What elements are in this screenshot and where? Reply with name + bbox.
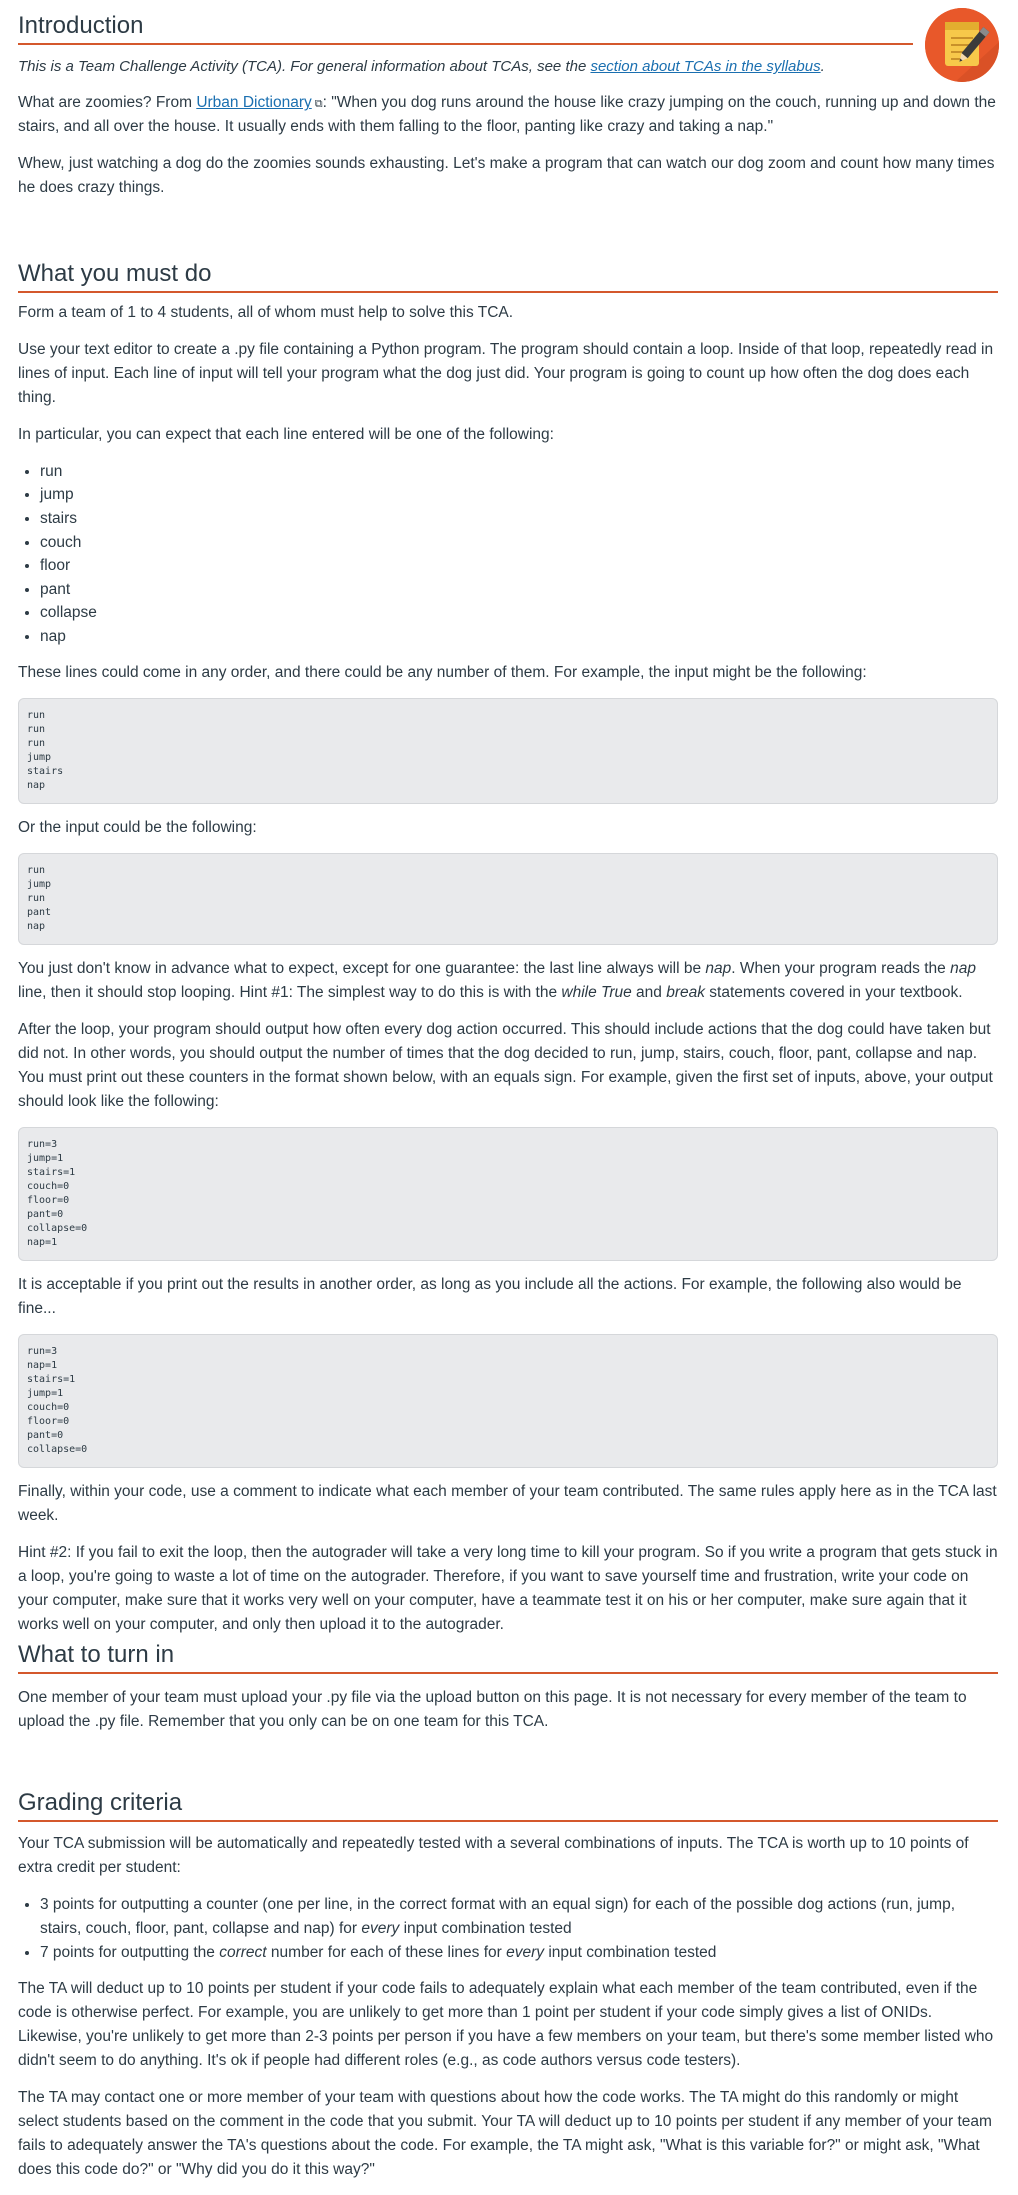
code-example-output-1: run=3 jump=1 stairs=1 couch=0 floor=0 pant=0 collapse=0 nap=1: [18, 1127, 998, 1261]
know-text-1: You just don't know in advance what to expect, except for one guarantee: the last line always will be: [18, 959, 706, 977]
hint2-paragraph: Hint #2: If you fail to exit the loop, then the autograder will take a very long time to kill your program. So if you write a program that gets stuck in a loop, you're going to waste a lot of time on the autograder. Therefore, if you want to save yourself time and frustration, write your code on your computer, make sure that it works very well on your computer, have a teammate test it on his or her computer, make sure again that it works well on your computer, and only then upload it to the autograder.: [18, 1543, 998, 1633]
know-text-5: statements covered in your textbook.: [705, 983, 963, 1001]
know-text-3: line, then it should stop looping. Hint #1: The simplest way to do this is with the: [18, 983, 562, 1001]
know-paragraph: [18, 957, 998, 1005]
grading-list: [18, 1893, 998, 1965]
know-nap-2: nap: [950, 959, 976, 977]
b2-correct: correct: [219, 1944, 267, 1962]
expect-paragraph: In particular, you can expect that each line entered will be one of the following:: [18, 425, 554, 443]
know-while-true: while True: [561, 983, 632, 1001]
team-paragraph: Form a team of 1 to 4 students, all of whom must help to solve this TCA.: [18, 303, 514, 321]
zoomies-quote: : "When you dog runs around the house like crazy jumping on the couch, running up and down the stairs, and all over the house. It usually ends with them falling to the floor, panting like crazy and taking a nap.": [18, 94, 996, 136]
acceptable-paragraph: It is acceptable if you print out the results in another order, as long as you include all the actions. For example, the following also would be fine...: [18, 1275, 962, 1317]
order-paragraph: These lines could come in any order, and there could be any number of them. For example, the input might be the following:: [18, 663, 867, 681]
know-text-2: . When your program reads the: [731, 959, 951, 977]
whew-paragraph: Whew, just watching a dog do the zoomies sounds exhausting. Let's make a program that can watch our dog zoom and count how many times he does crazy things.: [18, 155, 995, 197]
tca-note-end: .: [820, 58, 825, 76]
assignment-content: [18, 0, 998, 2195]
b1-every: every: [361, 1920, 400, 1938]
list-item: [40, 1941, 998, 1965]
b2-end: input combination tested: [544, 1944, 717, 1962]
tca-note: [18, 55, 998, 78]
grading-heading: Grading criteria: [18, 1787, 998, 1822]
b1-end: input combination tested: [399, 1920, 572, 1938]
zoomies-text: What are zoomies? From: [18, 94, 197, 112]
contact-paragraph: The TA may contact one or more member of your team with questions about how the code works. The TA might do this randomly or might select students based on the comment in the code that you submit. Your TA will deduct up to 10 points per student if any member of your team fails to adequately answer the TA's questions about the code. For example, the TA might ask, "What is this variable for?" or might ask, "What does this code do?" or "Why did you do it this way?": [18, 2089, 992, 2179]
must-do-heading: What you must do: [18, 258, 998, 293]
list-item: • pant: [40, 578, 998, 602]
b1-text: 3 points for outputting a counter (one per line, in the correct format with an equal sign) for each of the possible dog actions (run, jump, stairs, couch, floor, pant, collapse and nap) for: [40, 1896, 956, 1938]
or-paragraph: Or the input could be the following:: [18, 818, 257, 836]
code-example-input-1: run run run jump stairs nap: [18, 698, 998, 804]
turn-in-heading: What to turn in: [18, 1639, 998, 1674]
syllabus-link[interactable]: section about TCAs in the syllabus: [590, 58, 821, 76]
intro-section: [18, 10, 913, 45]
know-nap-1: nap: [705, 959, 732, 977]
list-item: • collapse: [40, 601, 998, 625]
after-loop-paragraph: After the loop, your program should output how often every dog action occurred. This should include actions that the dog could have taken but did not. In other words, you should output the number of times that the dog decided to run, jump, stairs, couch, floor, pant, collapse and nap. You must print out these counters in the format shown below, with an equals sign. For example, given the first set of inputs, above, your output should look like the following:: [18, 1020, 993, 1110]
list-item: • couch: [40, 531, 998, 555]
know-text-4: and: [631, 983, 667, 1001]
editor-paragraph: Use your text editor to create a .py file containing a Python program. The program should contain a loop. Inside of that loop, repeatedly read in lines of input. Each line of input will tell your program what the dog just did. Your program is going to count up how often the dog does each thing.: [18, 340, 994, 406]
code-example-input-2: run jump run pant nap: [18, 853, 998, 945]
list-item: • floor: [40, 554, 998, 578]
b2-text: 7 points for outputting the: [40, 1944, 220, 1962]
b2-every: every: [506, 1944, 545, 1962]
know-break: break: [666, 983, 705, 1001]
list-item: • stairs: [40, 507, 998, 531]
zoomies-paragraph: [18, 91, 998, 139]
dog-action-list: [18, 460, 998, 649]
intro-heading: Introduction: [18, 10, 913, 45]
grading-intro-paragraph: Your TCA submission will be automatically and repeatedly tested with a several combinations of inputs. The TCA is worth up to 10 points of extra credit per student:: [18, 1835, 969, 1877]
list-item: • jump: [40, 483, 998, 507]
list-item: • nap: [40, 625, 998, 649]
b2-mid: number for each of these lines for: [266, 1944, 507, 1962]
urban-dictionary-link[interactable]: Urban Dictionary: [196, 94, 312, 112]
code-example-output-2: run=3 nap=1 stairs=1 jump=1 couch=0 floor=0 pant=0 collapse=0: [18, 1334, 998, 1468]
list-item: • run: [40, 460, 998, 484]
external-link-icon: ⧉: [314, 98, 323, 111]
list-item: [40, 1893, 998, 1941]
finally-paragraph: Finally, within your code, use a comment to indicate what each member of your team contributed. The same rules apply here as in the TCA last week.: [18, 1482, 997, 1524]
turn-in-paragraph: One member of your team must upload your .py file via the upload button on this page. It is not necessary for every member of the team to upload the .py file. Remember that you only can be on one team for this TCA.: [18, 1688, 967, 1730]
deduct-paragraph: The TA will deduct up to 10 points per student if your code fails to adequately explain what each member of the team contributed, even if the code is otherwise perfect. For example, you are unlikely to get more than 1 point per student if your code simply gives a list of ONIDs. Likewise, you're unlikely to get more than 2-3 points per person if you have a few members on your team, but there's some member listed who didn't seem to do anything. It's ok if people had different roles (e.g., as code authors versus code testers).: [18, 1980, 994, 2070]
tca-note-text: This is a Team Challenge Activity (TCA). For general information about TCAs, see the: [18, 58, 591, 76]
